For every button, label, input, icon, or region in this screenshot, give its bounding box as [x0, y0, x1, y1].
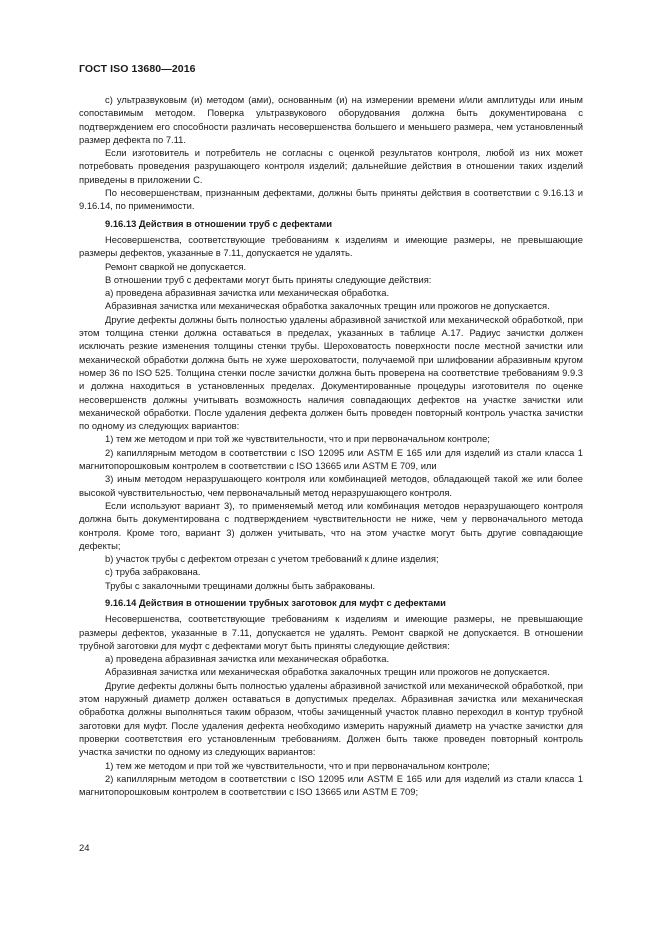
paragraph: Абразивная зачистка или механическая обработка закалочных трещин или прожогов не допускается. [105, 300, 550, 312]
section-heading: 9.16.13 Действия в отношении труб с дефектами [105, 217, 332, 229]
page-number: 24 [79, 843, 90, 854]
paragraph: Если изготовитель и потребитель не согласны с оценкой результатов контроля, любой из них может потребовать проведения разрушающего контроля изделий; дальнейшие действия в отношении таких изделий приведены в приложении С. [79, 147, 583, 185]
paragraph: 1) тем же методом и при той же чувствительности, что и при первоначальном контроле; [105, 433, 490, 445]
paragraph: а) проведена абразивная зачистка или механическая обработка. [105, 653, 390, 665]
paragraph: b) участок трубы с дефектом отрезан с учетом требований к длине изделия; [105, 553, 439, 565]
paragraph: Другие дефекты должны быть полностью удалены абразивной зачисткой или механической обработкой, при этом толщина стенки должна оставаться в пределах, указанных в таблице А.17. Радиус зачистки должен исключать резкие изменения толщины стенки трубы. Шероховатость поверхности после местной зачистки или механической обработки должна быть не хуже шероховатости, получаемой при шлифовании абразивным кругом номер 36 по ISO 525. Толщина стенки после зачистки должна быть проверена на соответствие требованиям 9.9.3 и должна находиться в установленных пределах. Документированные процедуры изготовителя по оценке несовершенств должны учитывать возможность наличия совпадающих дефектов на участке зачистки или механической обработки. После удаления дефекта должен быть проведен повторный контроль участка зачистки по одному из следующих вариантов: [79, 313, 583, 432]
paragraph: Если используют вариант 3), то применяемый метод или комбинация методов неразрушающего контроля должна быть документирована с подтверждением чувствительности не ниже, чем у первоначального метода контроля. Кроме того, вариант 3) должен учитывать, что на этом участке могут быть другие совпадающие дефекты; [79, 499, 583, 551]
paragraph: 2) капиллярным методом в соответствии с ISO 12095 или ASTM E 165 или для изделий из стали класса 1 магнитопорошковым контролем в соответствии с ISO 13665 или ASTM E 709, или [79, 446, 583, 472]
paragraph: Ремонт сваркой не допускается. [105, 260, 247, 272]
paragraph: Несовершенства, соответствующие требованиям к изделиям и имеющие размеры, не превышающие размеры дефектов, указанные в 7.11, допускается не удалять. [79, 233, 583, 259]
paragraph: 1) тем же методом и при той же чувствительности, что и при первоначальном контроле; [105, 759, 490, 771]
paragraph: Другие дефекты должны быть полностью удалены абразивной зачисткой или механической обработкой, при этом наружный диаметр должен оставаться в допустимых пределах. Абразивная зачистка или механическая обработка должны выполняться таким образом, чтобы зачищенный участок плавно переходил в контур трубной заготовки для муфт. После удаления дефекта необходимо измерить наружный диаметр на участке зачистки для проверки соответствия его установленным требованиям. Должен быть также проведен повторный контроль участка зачистки по одному из следующих вариантов: [79, 679, 583, 758]
paragraph: c) труба забракована. [105, 566, 201, 578]
paragraph: 3) иным методом неразрушающего контроля или комбинацией методов, обладающей такой же или более высокой чувствительностью, чем первоначальный метод неразрушающего контроля. [79, 473, 583, 498]
paragraph: В отношении труб с дефектами могут быть приняты следующие действия: [105, 273, 432, 285]
paragraph: Несовершенства, соответствующие требованиям к изделиям и имеющие размеры, не превышающие размеры дефектов, указанные в 7.11, допускается не удалять. Ремонт сваркой не допускается. В отношении трубной заготовки для муфт с дефектами могут быть приняты следующие действия: [79, 613, 583, 651]
section-heading: 9.16.14 Действия в отношении трубных заготовок для муфт с дефектами [105, 596, 446, 608]
page-header-doc-id: ГОСТ ISO 13680—2016 [79, 63, 196, 75]
page-body [79, 93, 583, 798]
paragraph: 2) капиллярным методом в соответствии с ISO 12095 или ASTM E 165 или для изделий из стали класса 1 магнитопорошковым контролем в соответствии с ISO 13665 или ASTM E 709; [79, 772, 583, 798]
paragraph: По несовершенствам, признанным дефектами, должны быть приняты действия в соответствии с 9.16.13 и 9.16.14, по применимости. [79, 187, 583, 212]
paragraph: c) ультразвуковым (и) методом (ами), основанным (и) на измерении времени и/или амплитуды или иным сопоставимым методом. Поверка ультразвукового оборудования должна быть документирована с подтверждением его способности различать несовершенства большего и меньшего размера, чем установленный размер дефекта по 7.11. [79, 94, 583, 145]
paragraph: Абразивная зачистка или механическая обработка закалочных трещин или прожогов не допускается. [105, 666, 550, 678]
paragraph: а) проведена абразивная зачистка или механическая обработка. [105, 287, 390, 299]
paragraph: Трубы с закалочными трещинами должны быть забракованы. [105, 579, 376, 591]
